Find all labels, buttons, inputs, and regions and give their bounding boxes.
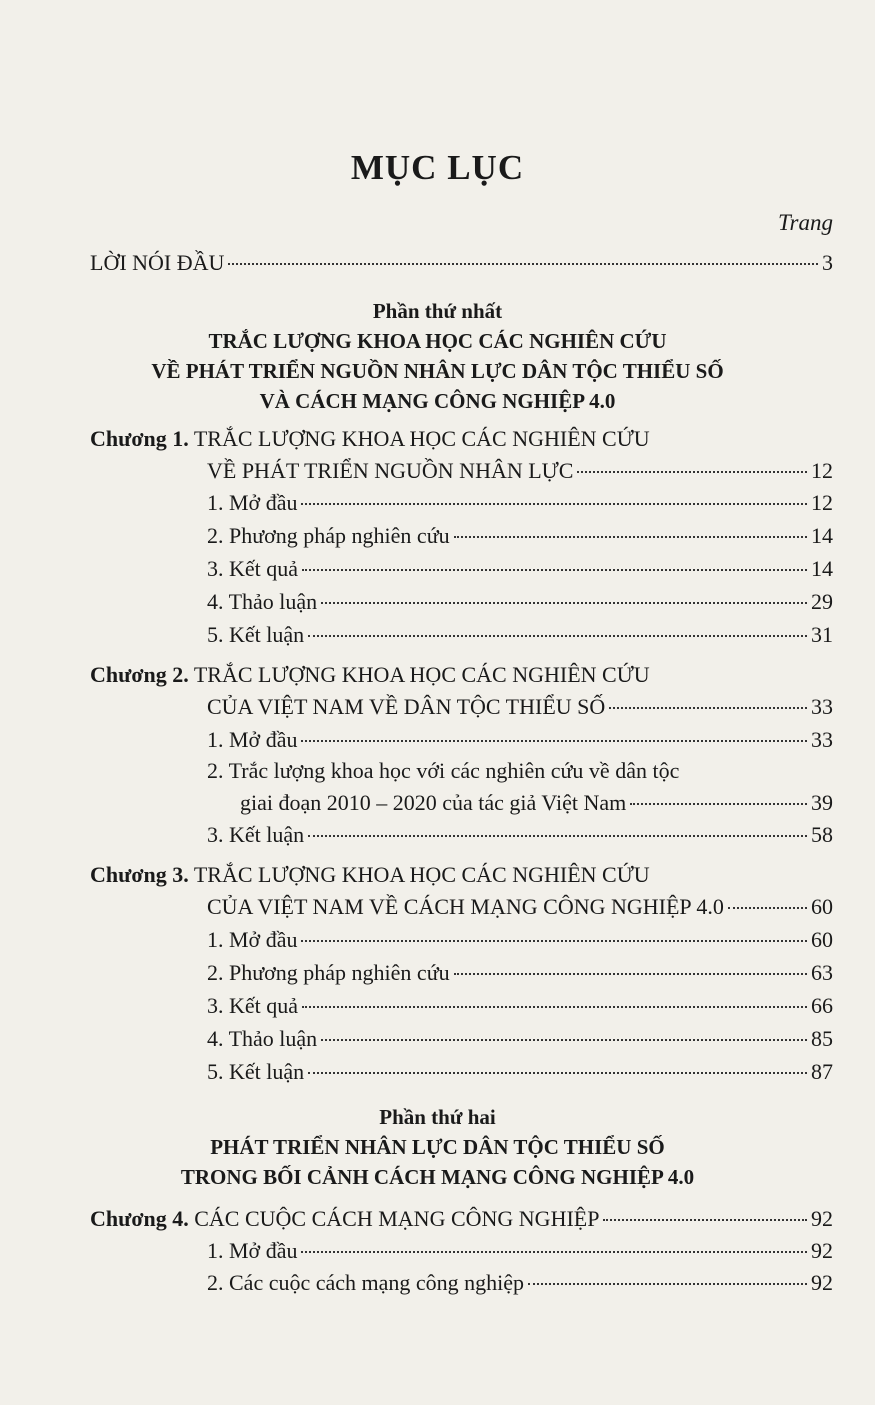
toc-entry[interactable]: 4. Thảo luận 29 [207,589,833,614]
toc-entry-preface[interactable]: LỜI NÓI ĐẦU 3 [90,250,833,275]
part1-name: Phần thứ nhất [372,299,503,323]
part2-title-line: TRONG BỐI CẢNH CÁCH MẠNG CÔNG NGHIỆP 4.0 [180,1165,695,1189]
chapter2-title-line2[interactable]: CỦA VIỆT NAM VỀ DÂN TỘC THIỂU SỐ 33 [207,694,833,719]
page-title: MỤC LỤC [350,148,525,187]
toc-entry[interactable]: 4. Thảo luận 85 [207,1026,833,1051]
toc-entry[interactable]: 1. Mở đầu 33 [207,727,833,752]
toc-entry[interactable]: 2. Các cuộc cách mạng công nghiệp 92 [207,1270,833,1295]
toc-entry[interactable]: 1. Mở đầu 92 [207,1238,833,1263]
toc-entry[interactable]: giai đoạn 2010 – 2020 của tác giả Việt Nam 39 [240,790,833,815]
chapter1-title-line2[interactable]: VỀ PHÁT TRIỂN NGUỒN NHÂN LỰC 12 [207,458,833,483]
toc-entry[interactable]: 3. Kết quả 14 [207,556,833,581]
toc-entry[interactable]: 3. Kết quả 66 [207,993,833,1018]
page-column-label: Trang [778,210,833,235]
part1-heading [0,296,875,416]
toc-entry-multiline[interactable]: 2. Trắc lượng khoa học với các nghiên cứu về dân tộc [207,758,680,783]
chapter2-heading[interactable]: Chương 2. TRẮC LƯỢNG KHOA HỌC CÁC NGHIÊN CỨU [90,662,650,687]
toc-entry[interactable]: 1. Mở đầu 60 [207,927,833,952]
part1-title-line: TRẮC LƯỢNG KHOA HỌC CÁC NGHIÊN CỨU [208,329,667,353]
toc-entry[interactable]: 2. Phương pháp nghiên cứu 63 [207,960,833,985]
chapter1-heading[interactable]: Chương 1. TRẮC LƯỢNG KHOA HỌC CÁC NGHIÊN CỨU [90,426,650,451]
part1-title-line: VÀ CÁCH MẠNG CÔNG NGHIỆP 4.0 [259,389,616,413]
toc-entry[interactable]: 3. Kết luận 58 [207,822,833,847]
toc-entry[interactable]: 5. Kết luận 87 [207,1059,833,1084]
chapter3-heading[interactable]: Chương 3. TRẮC LƯỢNG KHOA HỌC CÁC NGHIÊN CỨU [90,862,650,887]
toc-entry[interactable]: 2. Phương pháp nghiên cứu 14 [207,523,833,548]
part2-title-line: PHÁT TRIỂN NHÂN LỰC DÂN TỘC THIỂU SỐ [210,1135,665,1159]
part2-heading [0,1102,875,1192]
toc-entry[interactable]: 1. Mở đầu 12 [207,490,833,515]
part1-title-line: VỀ PHÁT TRIỂN NGUỒN NHÂN LỰC DÂN TỘC THIỂU SỐ [151,359,724,383]
toc-entry[interactable]: 5. Kết luận 31 [207,622,833,647]
chapter4-heading[interactable]: Chương 4. CÁC CUỘC CÁCH MẠNG CÔNG NGHIỆP 92 [90,1206,833,1231]
chapter3-title-line2[interactable]: CỦA VIỆT NAM VỀ CÁCH MẠNG CÔNG NGHIỆP 4.0 60 [207,894,833,919]
part2-name: Phần thứ hai [379,1105,496,1129]
